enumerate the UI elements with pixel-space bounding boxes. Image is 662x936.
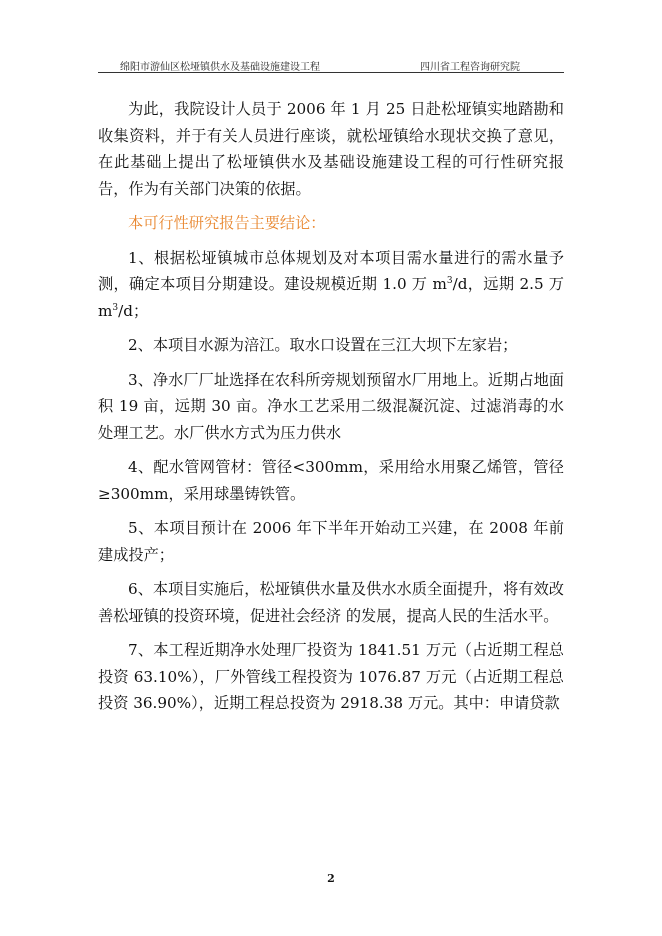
page-number: 2 <box>327 872 335 885</box>
header-institute: 四川省工程咨询研究院 <box>420 62 520 73</box>
conclusion-item-2: 2、本项目水源为涪江。取水口设置在三江大坝下左家岩； <box>128 336 518 354</box>
document-body <box>98 96 564 725</box>
item1-superscript: 3 <box>446 275 453 286</box>
item1-end: /d； <box>118 301 149 320</box>
header-project-title: 绵阳市游仙区松垭镇供水及基础设施建设工程 <box>120 62 320 73</box>
page-header <box>98 56 564 72</box>
conclusion-item-4: 4、配水管网管材：管径<300mm，采用给水用聚乙烯管，管径≥300mm，采用球墨铸铁管。 <box>98 458 564 503</box>
conclusion-item-1 <box>98 245 564 325</box>
conclusion-item-5: 5、本项目预计在 2006 年下半年开始动工兴建，在 2008 年前建成投产； <box>98 519 564 564</box>
conclusions-heading: 本可行性研究报告主要结论： <box>128 214 326 232</box>
intro-paragraph: 为此，我院设计人员于 2006 年 1 月 25 日赴松垭镇实地踏勘和收集资料，并于有关人员进行座谈，就松垭镇给水现状交换了意见，在此基础上提出了松垭镇供水及基础设施建设工程的可行性研究报告，作为有关部门决策的依据。 <box>98 100 564 198</box>
item1-superscript: 3 <box>112 302 119 313</box>
item1-text: 1、根据松垭镇城市总体规划及对本项目需水量进行的需水量予测，确定本项目分期建设。建设规模近期 1.0 万 m <box>98 248 564 293</box>
header-divider <box>98 72 564 73</box>
conclusion-item-7: 7、本工程近期净水处理厂投资为 1841.51 万元（占近期工程总投资 63.10%），厂外管线工程投资为 1076.87 万元（占近期工程总投资 36.90%），近期工程总投资为 2918.38 万元。其中：申请贷款 <box>98 641 564 712</box>
item1-mid: /d，远期 2.5 万 m <box>98 275 564 320</box>
conclusion-item-6: 6、本项目实施后，松垭镇供水量及供水水质全面提升，将有效改善松垭镇的投资环境，促进社会经济 的发展，提高人民的生活水平。 <box>98 580 564 625</box>
conclusion-item-3: 3、净水厂厂址选择在农科所旁规划预留水厂用地上。近期占地面积 19 亩，远期 30 亩。净水工艺采用二级混凝沉淀、过滤消毒的水处理工艺。水厂供水方式为压力供水 <box>98 370 564 442</box>
